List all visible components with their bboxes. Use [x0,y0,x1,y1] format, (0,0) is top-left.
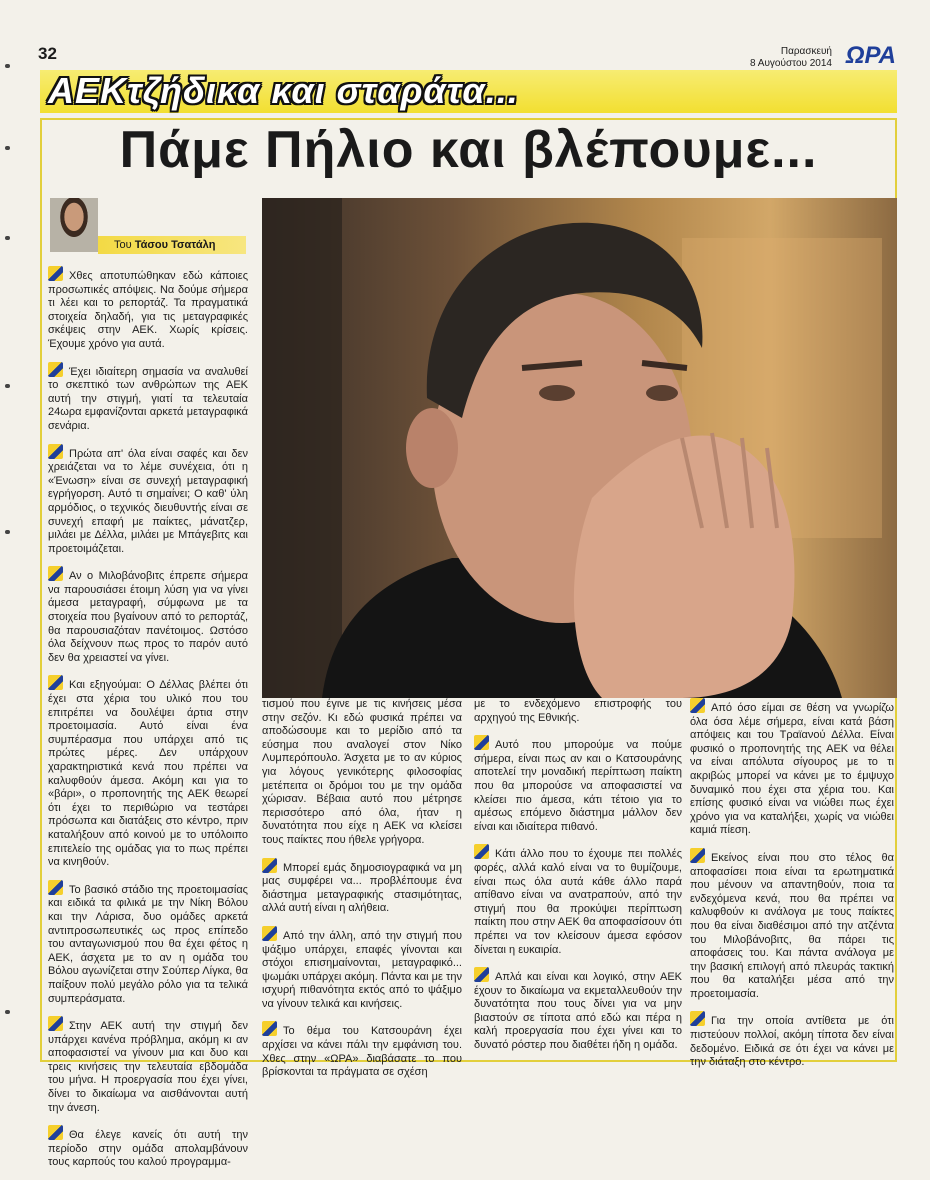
section-title: ΑΕΚτζήδικα και σταράτα... [48,70,519,111]
paragraph-text: Μπορεί εμάς δημοσιογραφικά να μη μας συμφέρει να... προβλέπουμε ένα διάστημα μεταγραφικής στασιμότητας, αλλά αυτή είναι η αλήθεια. [262,861,462,915]
paragraph-text: Το θέμα του Κατσουράνη έχει αρχίσει να κάνει πάλι την εμφάνιση του. Χθες στην «ΩΡΑ» διαβάσατε το που βρίσκονται τα πράγματα σε σχέση [262,1025,462,1079]
headline: Πάμε Πήλιο και βλέπουμε... [119,121,818,179]
binder-mark [5,384,10,388]
pen-icon [690,1011,705,1026]
paragraph-text: Αν ο Μιλοβάνοβιτς έπρεπε σήμερα να παρουσιάσει έτοιμη λύση για να γίνει άμεσα μεταγραφή, σύμφωνα με τα στοιχεία που βγαίνουν από το ρεπορτάζ, θα παρουσιαζόταν πανέτοιμος. Ωστόσο όλα δείχνουν πως προς το παρόν αυτό δεν θα χρειαστεί να γίνει. [48,570,248,664]
paragraph [690,848,894,1002]
paragraph [48,266,248,352]
paragraph [474,967,682,1053]
pen-icon [48,880,63,895]
dateline-date: 8 Αυγούστου 2014 [750,58,832,69]
paragraph [474,844,682,957]
coach-photo-illustration [262,198,897,698]
paragraph-text: με το ενδεχόμενο επιστροφής του αρχηγού της Εθνικής. [474,698,682,724]
paragraph-text: Για την οποία αντίθετα με ότι πιστεύουν πολλοί, ακόμη τίποτα δεν είναι δεδομένο. Ειδικά σε ότι έχει να κάνει με την διάταξη στο κέντρο. [690,1015,894,1069]
pen-icon [48,444,63,459]
pen-icon [48,566,63,581]
paragraph [262,926,462,1012]
pen-icon [262,858,277,873]
paragraph [48,566,248,665]
paragraph-text: Έχει ιδιαίτερη σημασία να αναλυθεί το σκεπτικό των ανθρώπων της ΑΕΚ αυτή την στιγμή, γιατί τα τελευταία 24ωρα εμφανίζονται αρκετά μεταγραφικά σενάρια. [48,365,248,432]
paragraph [690,698,894,838]
pen-icon [48,675,63,690]
article-column-4 [690,698,894,1080]
article-column-2 [262,698,462,1090]
paragraph [262,858,462,916]
paragraph-text: Και εξηγούμαι: Ο Δέλλας βλέπει ότι έχει στα χέρια του υλικό που του επιτρέπει να δουλέψει άρτια στην προετοιμασία. Αυτό είναι ένα συμπέρασμα που υπάρχει από τις πρώτες μέρες. Δεν υπάρχουν χαρακτηριστικά κενά που πρέπει να καλυφθούν άμεσα. Ακόμη και για το «βάρι», ο προπονητής της ΑΕΚ θεωρεί ότι έχει το περιθώριο να τεστάρει πρόσωπα και διατάξεις στο κέντρο, πριν καταλήξουν από κοινού με το υπόλοιπο επιτελείο της ομάδας για το πως πρέπει να κινηθούν. [48,679,248,869]
paragraph-text: Κάτι άλλο που το έχουμε πει πολλές φορές, αλλά καλό είναι να το θυμίζουμε, είναι πως όλα αυτά κάθε άλλο παρά απίθανο είναι να ανατραπούν, από την στιγμή που θα προκύψει περίπτωση παίκτη που στην ΑΕΚ θα αποφασίσουν ότι πρέπει να τον κλείσουν άμεσα εφόσον δίνεται η ευκαιρία. [474,848,682,956]
binder-mark [5,64,10,68]
binder-mark [5,530,10,534]
paragraph-text: Από την άλλη, από την στιγμή που ψάξιμο υπάρχει, επαφές γίνονται και στόχοι επισημαίνονται, μεταγραφικό... ψωμάκι υπάρχει ακόμη. Πάντα και με την ισχυρή πιθανότητα εκτός από το ψάξιμο να γίνουν τελικά και κινήσεις. [262,929,462,1010]
paragraph-text: τισμού που έγινε με τις κινήσεις μέσα στην σεζόν. Κι εδώ φυσικά πρέπει να αποδώσουμε και το μερίδιο από τα εύσημα που αναλογεί στον Νίκο Λυμπερόπουλο. Άσχετα με το αν κύριος για λόγους γενικότερης φιλοσοφίας μετέπειτα οι δρόμοι του με την ομάδα χώρισαν. Βέβαια αυτό που μέτρησε περισσότερο από όλα, ήταν η δυνατότητα που είχε η ΑΕΚ να κλείσει τους παίκτες που ήθελε γρήγορα. [262,698,462,846]
binder-mark [5,236,10,240]
paragraph [262,698,462,848]
pen-icon [48,1016,63,1031]
pen-icon [474,735,489,750]
pen-icon [690,848,705,863]
binder-mark [5,146,10,150]
byline-prefix: Του [114,239,132,251]
masthead-logo: ΩΡΑ [845,42,896,69]
paragraph-text: Πρώτα απ' όλα είναι σαφές και δεν χρειάζεται να το λέμε συνέχεια, ότι η «Ένωση» είναι σε συνεχή μεταγραφική εγρήγορση. Αυτό τι σημαίνει; Ο καθ' ύλη αρμόδιος, ο τεχνικός διευθυντής είναι σε συνεχή επαφή με παίκτες, μάνατζερ, μιλάει με Δέλλα, μιλάει με Μπάγεβιτς και προετοιμάζεται. [48,447,248,555]
coach-photo [262,198,897,698]
paragraph [48,880,248,1006]
pen-icon [262,1021,277,1036]
pen-icon [262,926,277,941]
dateline-day: Παρασκευή [780,46,832,57]
article-column-1 [48,266,248,1180]
paragraph [48,362,248,434]
pen-icon [48,362,63,377]
paragraph-text: Χθες αποτυπώθηκαν εδώ κάποιες προσωπικές απόψεις. Να δούμε σήμερα τι λέει και το ρεπορτάζ. Τα πραγματικά στοιχεία δηλαδή, για τις μεταγραφικές σκέψεις στην ΑΕΚ. Χωρίς κρίσεις. Έχουμε χρόνο για αυτά. [48,270,248,350]
paragraph-text: Εκείνος είναι που στο τέλος θα αποφασίσει ποια είναι τα ερωτηματικά που μένουν να απαντηθούν, ποια τα ενδεχόμενα κενά, που θα πρέπει να καλυφθούν κι ανάλογα με τους παίκτες που θα είναι διαθέσιμοι από την ατζέντα του Μιλοβάνοβιτς, θα πάρει τις αποφάσεις του. Και πάντα ανάλογα με την βασική επιλογή από πλευράς τακτική που θα καταλήξει μέσα από την προετοιμασία. [690,851,894,1000]
paragraph [48,675,248,869]
paragraph [48,1016,248,1115]
page-number: 32 [38,44,57,63]
paragraph-text: Αυτό που μπορούμε να πούμε σήμερα, είναι πως αν και ο Κατσουράνης αποτελεί την μοναδική περίπτωση παίκτη που θα μπορούσε να αποφασιστεί να κλείσει πιο άμεσα, κάτι τέτοιο για το αμέσως επόμενο διάστημα μάλλον δεν είναι και ιδιαίτερα πιθανό. [474,739,682,833]
dateline [750,46,832,70]
paragraph-text: Από όσο είμαι σε θέση να γνωρίζω όλα όσα λέμε σήμερα, είναι κατά βάση απόψεις και του Τραϊανού Δέλλα. Είναι φυσικό ο προπονητής της ΑΕΚ να θέλει να είναι απόλυτα σίγουρος με το τι ακριβώς μπορεί να κάνει με το έμψυχο δυναμικό που έχει στα χέρια του. Και επίσης φυσικό είναι να νιώθει πως έχει χρόνο για να καταλήξει, χωρίς να νιώθει καμιά πίεση. [690,702,894,837]
paragraph-text: Το βασικό στάδιο της προετοιμασίας και ειδικά τα φιλικά με την Νίκη Βόλου και την Λάρισα, δυο ομάδες αρκετά αντιπροσωπευτικές ως προς επίπεδο του ανταγωνισμού που θα έχει φέτος η ΑΕΚ, άσχετα με το αν η ομάδα του Βόλου αγωνίζεται στην Σούπερ Λίγκα, θα παίξουν πολύ μεγάλο ρόλο για τα τελικά συμπεράσματα. [48,883,248,1005]
paragraph-text: Θα έλεγε κανείς ότι αυτή την περίοδο στην ομάδα απολαμβάνουν τους καρπούς του καλού προγραμμα- [48,1129,248,1169]
pen-icon [690,698,705,713]
byline [98,236,246,254]
paragraph-text: Απλά και είναι και λογικό, στην ΑΕΚ έχουν το δικαίωμα να εκμεταλλευθούν την δυνατότητα που τους δίνει για να μην βιαστούν σε τίποτα από εδώ και πέρα η καλή προεργασία που έχει γίνει και το δυνατό ρόστερ που διαθέτει ήδη η ομάδα. [474,971,682,1052]
paragraph [262,1021,462,1079]
byline-name: Τάσου Τσατάλη [134,239,216,251]
paragraph [474,735,682,834]
paragraph [48,444,248,557]
paragraph [690,1011,894,1069]
article-column-3 [474,698,682,1063]
pen-icon [474,967,489,982]
paragraph [48,1125,248,1170]
paragraph-text: Στην ΑΕΚ αυτή την στιγμή δεν υπάρχει κανένα πρόβλημα, ακόμη κι αν αποφασιστεί να γίνουν μια και δυο και τρεις κινήσεις την τελευταία εβδομάδα του μήνα. Η προεργασία που έχει γίνει, δίνει το δικαίωμα να αισθάνονται αυτή την άνεση. [48,1020,248,1114]
pen-icon [48,1125,63,1140]
pen-icon [48,266,63,281]
author-photo [50,198,98,252]
paragraph [474,698,682,725]
pen-icon [474,844,489,859]
binder-mark [5,1010,10,1014]
